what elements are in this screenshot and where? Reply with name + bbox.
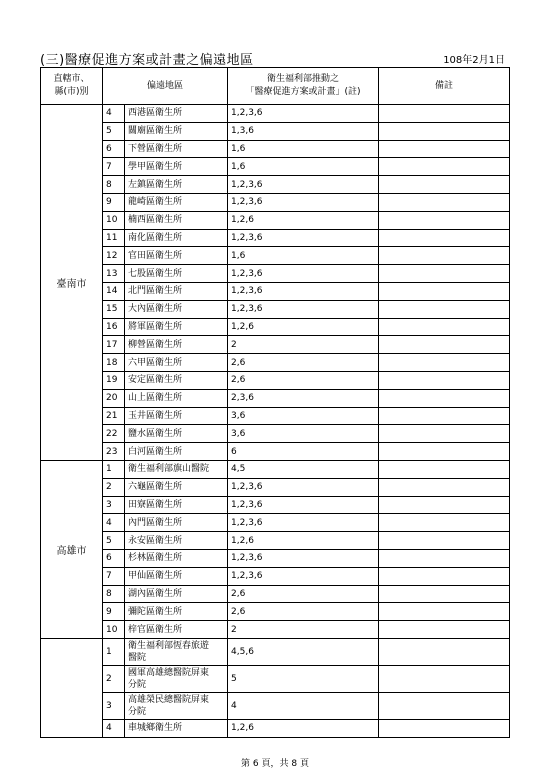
- plan-codes-cell: 1,2,3,6: [228, 549, 379, 567]
- area-name-line: 分院: [128, 706, 147, 717]
- area-cell: [125, 514, 228, 532]
- plan-codes-cell: 2,6: [228, 371, 379, 389]
- area-cell: [125, 425, 228, 443]
- area-name-line: 衛生福利部恆春旅遊: [128, 640, 210, 651]
- area-cell: [125, 105, 228, 123]
- table-row: [41, 496, 510, 514]
- table-row: [41, 265, 510, 283]
- plan-codes-cell: 1,2,3,6: [228, 282, 379, 300]
- row-number: 13: [103, 265, 125, 283]
- row-number: 3: [103, 692, 125, 719]
- plan-codes-cell: 1,2,3,6: [228, 514, 379, 532]
- area-name-line: 玉井區衛生所: [128, 410, 183, 421]
- area-name-line: 安定區衛生所: [128, 375, 183, 386]
- area-cell: [125, 585, 228, 603]
- note-cell: [379, 247, 510, 265]
- plan-codes-cell: 4: [228, 692, 379, 719]
- note-cell: [379, 425, 510, 443]
- table-row: [41, 389, 510, 407]
- table-header-row: [41, 68, 510, 105]
- area-cell: [125, 407, 228, 425]
- note-cell: [379, 496, 510, 514]
- table-row: [41, 176, 510, 194]
- area-name-line: 南化區衛生所: [128, 232, 183, 243]
- note-cell: [379, 603, 510, 621]
- area-name-line: 龍崎區衛生所: [128, 197, 183, 208]
- area-cell: [125, 140, 228, 158]
- area-name-line: 車城鄉衛生所: [128, 723, 183, 734]
- plan-codes-cell: 2,3,6: [228, 389, 379, 407]
- row-number: 22: [103, 425, 125, 443]
- area-name-line: 左鎮區衛生所: [128, 179, 183, 190]
- plan-codes-cell: 2,6: [228, 603, 379, 621]
- note-cell: [379, 105, 510, 123]
- row-number: 4: [103, 719, 125, 737]
- note-cell: [379, 549, 510, 567]
- table-row: [41, 282, 510, 300]
- note-cell: [379, 585, 510, 603]
- area-name-line: 分院: [128, 679, 147, 690]
- row-number: 4: [103, 105, 125, 123]
- note-cell: [379, 532, 510, 550]
- area-name-line: 梓官區衛生所: [128, 624, 183, 635]
- plan-codes-cell: 1,2,3,6: [228, 496, 379, 514]
- area-cell: [125, 549, 228, 567]
- note-cell: [379, 692, 510, 719]
- area-name-line: 國軍高雄總醫院屏東: [128, 667, 210, 678]
- row-number: 2: [103, 478, 125, 496]
- area-name-line: 內門區衛生所: [128, 517, 183, 528]
- page-title: (三)醫療促進方案或計畫之偏遠地區: [40, 53, 254, 68]
- area-cell: [125, 389, 228, 407]
- row-number: 21: [103, 407, 125, 425]
- area-cell: [125, 318, 228, 336]
- document-date: 108年2月1日: [443, 55, 505, 66]
- table-row: [41, 371, 510, 389]
- plan-codes-cell: 2: [228, 336, 379, 354]
- table-row: [41, 638, 510, 665]
- table-row: [41, 318, 510, 336]
- row-number: 10: [103, 211, 125, 229]
- area-name-line: 六龜區衛生所: [128, 482, 183, 493]
- row-number: 1: [103, 638, 125, 665]
- row-number: 16: [103, 318, 125, 336]
- plan-codes-cell: 1,6: [228, 247, 379, 265]
- area-name-line: 湖內區衛生所: [128, 588, 183, 599]
- area-cell: [125, 193, 228, 211]
- plan-codes-cell: 1,2,6: [228, 719, 379, 737]
- row-number: 6: [103, 140, 125, 158]
- plan-codes-cell: 3,6: [228, 425, 379, 443]
- area-name-line: 將軍區衛生所: [128, 321, 183, 332]
- note-cell: [379, 443, 510, 461]
- note-cell: [379, 478, 510, 496]
- header-note: 備註: [379, 68, 510, 105]
- table-row: [41, 719, 510, 737]
- note-cell: [379, 140, 510, 158]
- plan-codes-cell: 1,6: [228, 140, 379, 158]
- table-row: [41, 140, 510, 158]
- plan-codes-cell: 3,6: [228, 407, 379, 425]
- area-cell: [125, 638, 228, 665]
- table-row: [41, 621, 510, 639]
- note-cell: [379, 193, 510, 211]
- note-cell: [379, 407, 510, 425]
- area-name-line: 西港區衛生所: [128, 108, 183, 119]
- area-name-line: 大內區衛生所: [128, 304, 183, 315]
- note-cell: [379, 567, 510, 585]
- plan-codes-cell: 1,2,3,6: [228, 567, 379, 585]
- area-name-line: 永安區衛生所: [128, 535, 183, 546]
- plan-codes-cell: 1,2,6: [228, 532, 379, 550]
- table-row: [41, 665, 510, 692]
- plan-codes-cell: 1,6: [228, 158, 379, 176]
- row-number: 17: [103, 336, 125, 354]
- area-name-line: 彌陀區衛生所: [128, 606, 183, 617]
- area-cell: [125, 567, 228, 585]
- area-name-line: 六甲區衛生所: [128, 357, 183, 368]
- note-cell: [379, 122, 510, 140]
- table-row: [41, 692, 510, 719]
- note-cell: [379, 460, 510, 478]
- table-row: [41, 549, 510, 567]
- area-cell: [125, 354, 228, 372]
- row-number: 18: [103, 354, 125, 372]
- row-number: 6: [103, 549, 125, 567]
- area-cell: [125, 122, 228, 140]
- note-cell: [379, 158, 510, 176]
- plan-codes-cell: 1,2,3,6: [228, 105, 379, 123]
- area-name-line: 高雄榮民總醫院屏東: [128, 694, 210, 705]
- plan-codes-cell: 1,2,3,6: [228, 193, 379, 211]
- table-row: [41, 354, 510, 372]
- plan-codes-cell: 1,2,3,6: [228, 265, 379, 283]
- plan-codes-cell: 2: [228, 621, 379, 639]
- area-cell: [125, 603, 228, 621]
- row-number: 8: [103, 176, 125, 194]
- area-cell: [125, 496, 228, 514]
- table-row: [41, 300, 510, 318]
- row-number: 2: [103, 665, 125, 692]
- area-name-line: 關廟區衛生所: [128, 126, 183, 137]
- row-number: 1: [103, 460, 125, 478]
- note-cell: [379, 318, 510, 336]
- note-cell: [379, 514, 510, 532]
- area-name-line: 學甲區衛生所: [128, 161, 183, 172]
- city-cell: [41, 638, 103, 737]
- note-cell: [379, 638, 510, 665]
- row-number: 15: [103, 300, 125, 318]
- area-cell: [125, 158, 228, 176]
- area-cell: [125, 621, 228, 639]
- row-number: 7: [103, 158, 125, 176]
- header-area: 偏遠地區: [103, 68, 228, 105]
- area-name-line: 田寮區衛生所: [128, 499, 183, 510]
- plan-codes-cell: 1,3,6: [228, 122, 379, 140]
- area-cell: [125, 336, 228, 354]
- plan-codes-cell: 4,5: [228, 460, 379, 478]
- table-row: [41, 567, 510, 585]
- table-row: [41, 532, 510, 550]
- row-number: 5: [103, 532, 125, 550]
- area-name-line: 甲仙區衛生所: [128, 571, 183, 582]
- note-cell: [379, 211, 510, 229]
- table-row: [41, 443, 510, 461]
- table-row: [41, 603, 510, 621]
- row-number: 7: [103, 567, 125, 585]
- note-cell: [379, 300, 510, 318]
- area-name-line: 衛生福利部旗山醫院: [128, 464, 210, 475]
- note-cell: [379, 371, 510, 389]
- row-number: 3: [103, 496, 125, 514]
- note-cell: [379, 282, 510, 300]
- plan-codes-cell: 2,6: [228, 354, 379, 372]
- plan-codes-cell: 1,2,3,6: [228, 229, 379, 247]
- area-cell: [125, 265, 228, 283]
- remote-areas-table: [40, 67, 510, 738]
- row-number: 8: [103, 585, 125, 603]
- plan-codes-cell: 1,2,6: [228, 211, 379, 229]
- row-number: 19: [103, 371, 125, 389]
- note-cell: [379, 265, 510, 283]
- plan-codes-cell: 1,2,3,6: [228, 176, 379, 194]
- note-cell: [379, 176, 510, 194]
- note-cell: [379, 665, 510, 692]
- table-row: [41, 425, 510, 443]
- row-number: 12: [103, 247, 125, 265]
- plan-codes-cell: 1,2,3,6: [228, 478, 379, 496]
- city-cell: 臺南市: [41, 105, 103, 461]
- area-cell: [125, 478, 228, 496]
- table-row: [41, 105, 510, 123]
- plan-codes-cell: 2,6: [228, 585, 379, 603]
- table-row: [41, 407, 510, 425]
- table-row: [41, 211, 510, 229]
- area-name-line: 七股區衛生所: [128, 268, 183, 279]
- area-name-line: 官田區衛生所: [128, 250, 183, 261]
- area-cell: [125, 282, 228, 300]
- note-cell: [379, 389, 510, 407]
- note-cell: [379, 336, 510, 354]
- plan-codes-cell: 5: [228, 665, 379, 692]
- row-number: 20: [103, 389, 125, 407]
- row-number: 11: [103, 229, 125, 247]
- area-name-line: 下營區衛生所: [128, 143, 183, 154]
- table-row: [41, 478, 510, 496]
- table-row: [41, 336, 510, 354]
- area-cell: [125, 460, 228, 478]
- note-cell: [379, 229, 510, 247]
- area-cell: [125, 300, 228, 318]
- area-cell: [125, 211, 228, 229]
- note-cell: [379, 354, 510, 372]
- area-name-line: 白河區衛生所: [128, 446, 183, 457]
- note-cell: [379, 719, 510, 737]
- table-row: [41, 158, 510, 176]
- header-city: 直轄市、 縣(市)別: [41, 68, 103, 105]
- city-cell: 高雄市: [41, 460, 103, 638]
- plan-codes-cell: 6: [228, 443, 379, 461]
- page-footer: 第 6 頁，共 8 頁: [241, 759, 309, 769]
- area-cell: [125, 719, 228, 737]
- table-row: [41, 122, 510, 140]
- table-body: [41, 105, 510, 738]
- plan-codes-cell: 1,2,3,6: [228, 300, 379, 318]
- row-number: 10: [103, 621, 125, 639]
- table-row: [41, 247, 510, 265]
- area-name-line: 鹽水區衛生所: [128, 428, 183, 439]
- area-name-line: 醫院: [128, 652, 147, 663]
- note-cell: [379, 621, 510, 639]
- header-plan: 衛生福利部推動之 「醫療促進方案或計畫」(註): [228, 68, 379, 105]
- row-number: 4: [103, 514, 125, 532]
- area-cell: [125, 665, 228, 692]
- table-row: [41, 193, 510, 211]
- area-cell: [125, 443, 228, 461]
- area-cell: [125, 532, 228, 550]
- area-name-line: 柳營區衛生所: [128, 339, 183, 350]
- table-row: [41, 460, 510, 478]
- table-row: [41, 585, 510, 603]
- table-row: [41, 229, 510, 247]
- table-row: [41, 514, 510, 532]
- area-cell: [125, 229, 228, 247]
- area-cell: [125, 692, 228, 719]
- area-name-line: 山上區衛生所: [128, 393, 183, 404]
- area-cell: [125, 371, 228, 389]
- area-name-line: 北門區衛生所: [128, 286, 183, 297]
- row-number: 9: [103, 193, 125, 211]
- plan-codes-cell: 4,5,6: [228, 638, 379, 665]
- row-number: 23: [103, 443, 125, 461]
- area-cell: [125, 247, 228, 265]
- plan-codes-cell: 1,2,6: [228, 318, 379, 336]
- row-number: 9: [103, 603, 125, 621]
- area-name-line: 楠西區衛生所: [128, 215, 183, 226]
- row-number: 14: [103, 282, 125, 300]
- area-name-line: 杉林區衛生所: [128, 553, 183, 564]
- area-cell: [125, 176, 228, 194]
- row-number: 5: [103, 122, 125, 140]
